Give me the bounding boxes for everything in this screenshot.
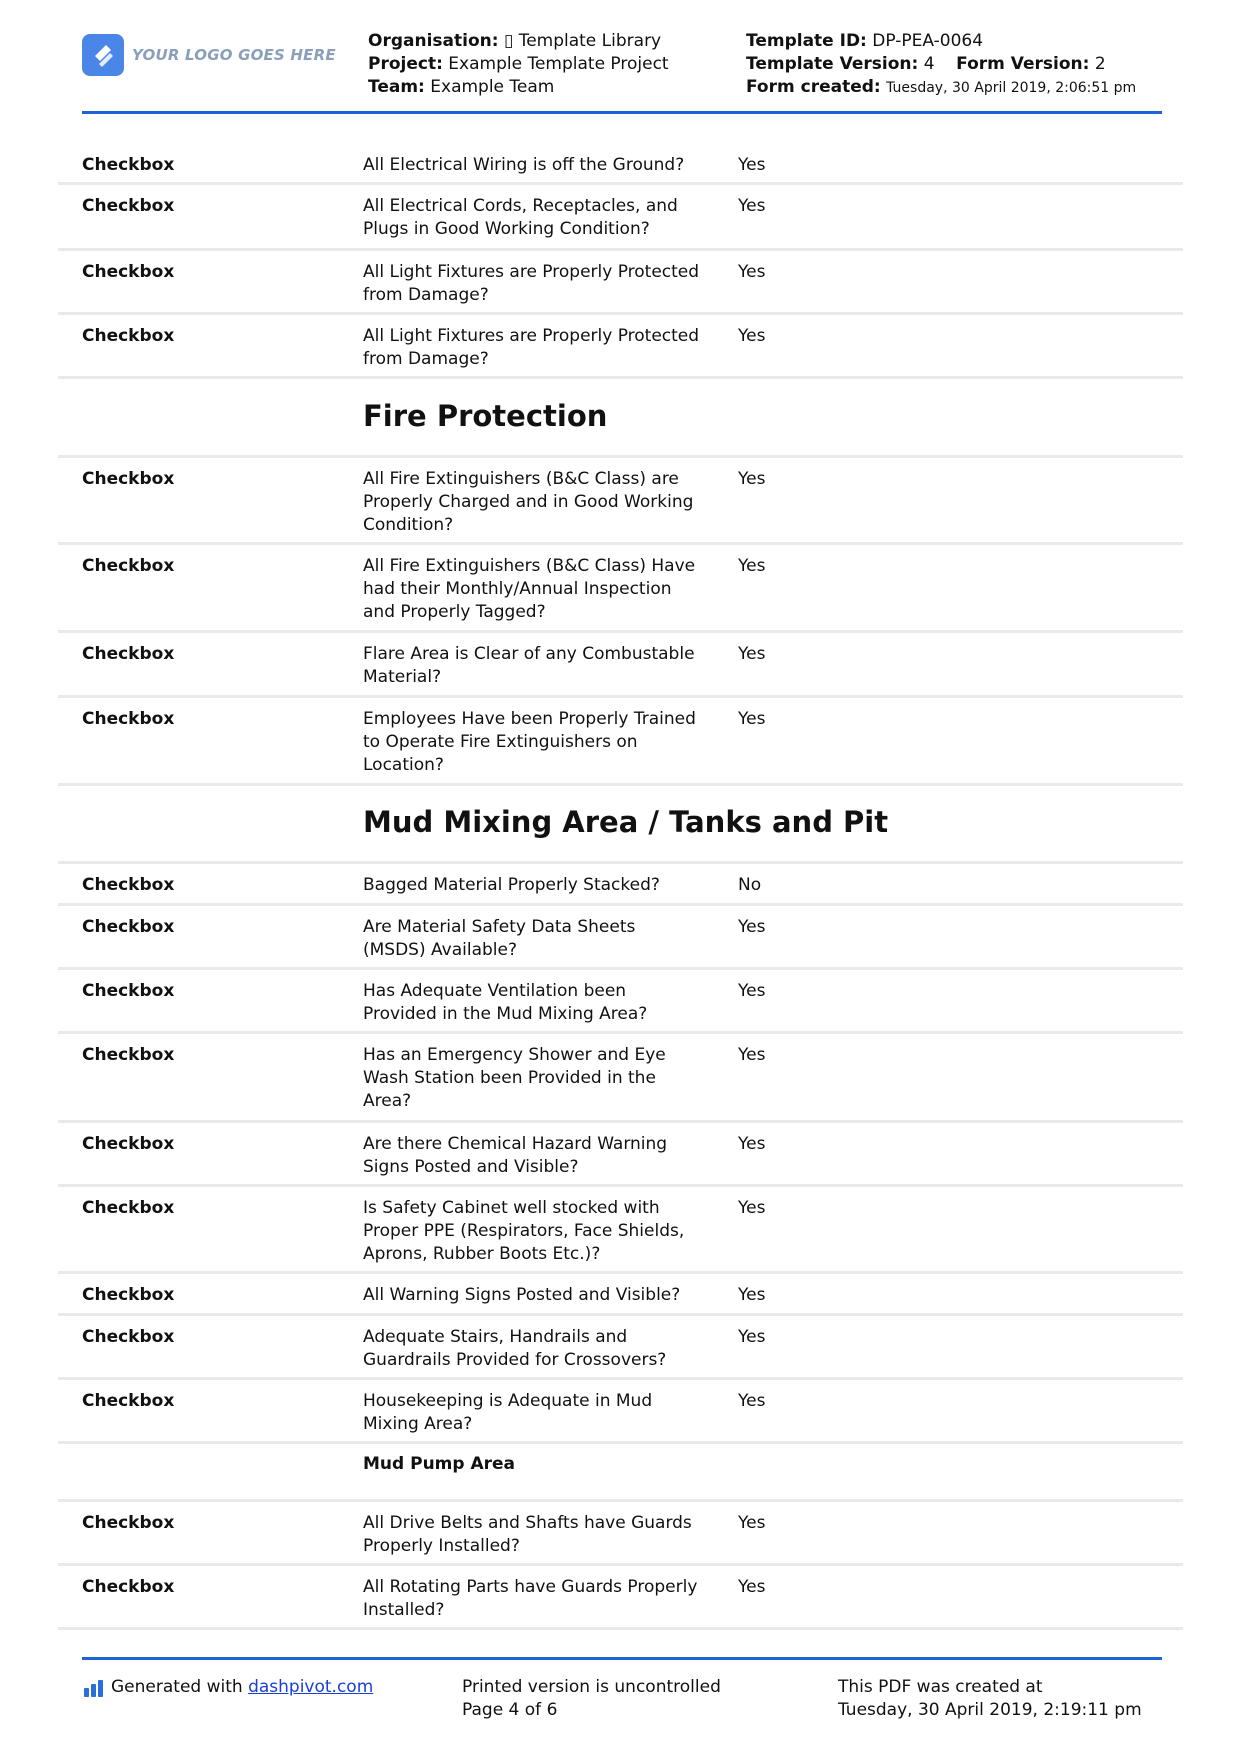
row-answer: Yes (738, 1327, 766, 1347)
table-row (58, 185, 1183, 251)
team-value: Example Team (430, 77, 555, 97)
template-version-value: 4 (923, 54, 935, 74)
row-answer: Yes (738, 709, 766, 729)
row-question: All Fire Extinguishers (B&C Class) are Properly Charged and in Good Working Condition? (363, 469, 694, 535)
row-label: Checkbox (82, 875, 175, 895)
logo (82, 34, 336, 76)
organisation-row (368, 30, 669, 53)
section-heading (58, 379, 1183, 458)
template-version-label: Template Version: (746, 54, 919, 74)
row-label: Checkbox (82, 155, 175, 175)
row-answer: Yes (738, 1285, 766, 1305)
version-row (746, 53, 1136, 76)
row-answer: Yes (738, 262, 766, 282)
logo-text: YOUR LOGO GOES HERE (132, 46, 336, 64)
row-question: Are there Chemical Hazard Warning Signs Posted and Visible? (363, 1134, 668, 1177)
row-answer: Yes (738, 1577, 766, 1597)
row-label: Checkbox (82, 1391, 175, 1411)
logo-icon (82, 34, 124, 76)
section-heading (58, 786, 1183, 864)
page-footer (82, 1657, 1162, 1727)
header-meta-left (368, 30, 669, 99)
row-question: Adequate Stairs, Handrails and Guardrails Provided for Crossovers? (363, 1327, 667, 1370)
row-question: All Warning Signs Posted and Visible? (363, 1285, 681, 1305)
row-answer: Yes (738, 556, 766, 576)
row-question: Housekeeping is Adequate in Mud Mixing Area? (363, 1391, 653, 1434)
team-row (368, 76, 669, 99)
row-answer: Yes (738, 917, 766, 937)
generated-prefix: Generated with (111, 1677, 249, 1697)
row-answer: Yes (738, 1391, 766, 1411)
template-id-label: Template ID: (746, 31, 867, 51)
row-question: All Light Fixtures are Properly Protected from Damage? (363, 262, 700, 305)
form-version-value: 2 (1094, 54, 1106, 74)
row-label: Checkbox (82, 709, 175, 729)
row-answer: Yes (738, 155, 766, 175)
organisation-value: ▯ Template Library (503, 31, 662, 51)
row-question: Bagged Material Properly Stacked? (363, 875, 660, 895)
row-question: Is Safety Cabinet well stocked with Proper PPE (Respirators, Face Shields, Aprons, Rubber Boots Etc.)? (363, 1198, 685, 1264)
project-label: Project: (368, 54, 443, 74)
row-label: Checkbox (82, 556, 175, 576)
uncontrolled-notice: Printed version is uncontrolled (462, 1677, 721, 1697)
footer-page-info (462, 1676, 721, 1722)
team-label: Team: (368, 77, 425, 97)
dashpivot-link[interactable]: dashpivot.com (248, 1677, 374, 1697)
row-answer: Yes (738, 1134, 766, 1154)
row-label: Checkbox (82, 196, 175, 216)
organisation-label: Organisation: (368, 31, 499, 51)
row-question: Has Adequate Ventilation been Provided in the Mud Mixing Area? (363, 981, 648, 1024)
checklist (58, 144, 1183, 1630)
row-label: Checkbox (82, 1327, 175, 1347)
table-row (58, 545, 1183, 633)
table-row (58, 144, 1183, 185)
row-question: Has an Emergency Shower and Eye Wash Station been Provided in the Area? (363, 1045, 666, 1111)
form-created-row (746, 76, 1136, 100)
section-title: Fire Protection (363, 399, 608, 433)
row-answer: Yes (738, 326, 766, 346)
table-row (58, 1316, 1183, 1380)
pdf-created-label: This PDF was created at (838, 1677, 1043, 1697)
row-question: All Light Fixtures are Properly Protected from Damage? (363, 326, 700, 369)
form-created-label: Form created: (746, 77, 881, 97)
pdf-created-value: Tuesday, 30 April 2019, 2:19:11 pm (838, 1700, 1142, 1720)
row-answer: Yes (738, 1198, 766, 1218)
row-label: Checkbox (82, 1198, 175, 1218)
row-question: All Drive Belts and Shafts have Guards Properly Installed? (363, 1513, 692, 1556)
table-row (58, 1502, 1183, 1566)
footer-generated (84, 1676, 373, 1699)
table-row (58, 1274, 1183, 1316)
row-question: All Electrical Wiring is off the Ground? (363, 155, 685, 175)
table-row (58, 315, 1183, 379)
table-row (58, 906, 1183, 970)
row-label: Checkbox (82, 644, 175, 664)
row-answer: Yes (738, 1513, 766, 1533)
row-answer: No (738, 875, 762, 895)
table-row (58, 1380, 1183, 1444)
row-question: All Electrical Cords, Receptacles, and Plugs in Good Working Condition? (363, 196, 678, 239)
row-answer: Yes (738, 644, 766, 664)
row-answer: Yes (738, 981, 766, 1001)
table-row (58, 698, 1183, 786)
project-row (368, 53, 669, 76)
row-label: Checkbox (82, 1285, 175, 1305)
header-meta-right (746, 30, 1136, 100)
row-label: Checkbox (82, 917, 175, 937)
table-row (58, 458, 1183, 545)
table-row (58, 1034, 1183, 1123)
table-row (58, 864, 1183, 906)
table-row (58, 251, 1183, 315)
row-answer: Yes (738, 196, 766, 216)
row-label: Checkbox (82, 1045, 175, 1065)
row-label: Checkbox (82, 469, 175, 489)
row-question: All Rotating Parts have Guards Properly Installed? (363, 1577, 698, 1620)
row-label: Checkbox (82, 981, 175, 1001)
page-number: Page 4 of 6 (462, 1700, 558, 1720)
row-label: Checkbox (82, 1513, 175, 1533)
sub-heading-title: Mud Pump Area (363, 1454, 516, 1474)
sub-heading (58, 1444, 1183, 1502)
template-id-row (746, 30, 1136, 53)
table-row (58, 1123, 1183, 1187)
row-question: All Fire Extinguishers (B&C Class) Have had their Monthly/Annual Inspection and Properly Tagged? (363, 556, 696, 622)
row-label: Checkbox (82, 262, 175, 282)
row-question: Are Material Safety Data Sheets (MSDS) Available? (363, 917, 636, 960)
row-label: Checkbox (82, 1577, 175, 1597)
table-row (58, 1566, 1183, 1630)
form-version-label: Form Version: (956, 54, 1090, 74)
table-row (58, 633, 1183, 698)
page-header (82, 30, 1162, 114)
template-id-value: DP-PEA-0064 (872, 31, 984, 51)
section-title: Mud Mixing Area / Tanks and Pit (363, 805, 889, 839)
table-row (58, 1187, 1183, 1274)
row-label: Checkbox (82, 326, 175, 346)
row-question: Employees Have been Properly Trained to Operate Fire Extinguishers on Location? (363, 709, 696, 775)
dashpivot-logo-icon (84, 1679, 103, 1697)
row-answer: Yes (738, 1045, 766, 1065)
row-label: Checkbox (82, 1134, 175, 1154)
table-row (58, 970, 1183, 1034)
footer-created (838, 1676, 1142, 1722)
row-answer: Yes (738, 469, 766, 489)
row-question: Flare Area is Clear of any Combustable Material? (363, 644, 695, 687)
form-created-value: Tuesday, 30 April 2019, 2:06:51 pm (886, 80, 1137, 96)
project-value: Example Template Project (448, 54, 669, 74)
